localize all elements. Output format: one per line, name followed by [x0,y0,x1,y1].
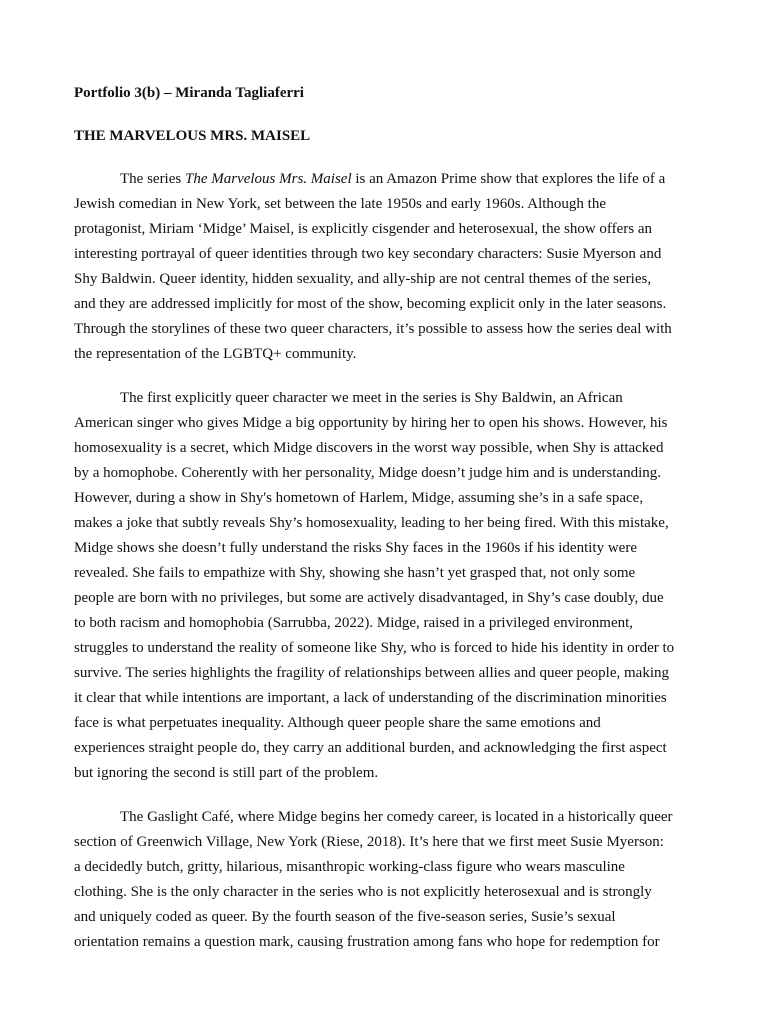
paragraph-line: to both racism and homophobia (Sarrubba, 2022). Midge, raised in a privileged environment, [74,615,634,631]
paragraph-3 [74,805,702,955]
document-title: THE MARVELOUS MRS. MAISEL [74,128,311,144]
text-run: is an Amazon Prime show that explores the life of a [351,171,666,187]
paragraph-line [74,167,702,192]
paragraph-line: interesting portrayal of queer identities through two key secondary characters: Susie Myerson and [74,246,662,262]
paragraph-1 [74,167,702,367]
paragraph-line: homosexuality is a secret, which Midge discovers in the worst way possible, when Shy is attacked [74,440,664,456]
paragraph-line: Jewish comedian in New York, set between the late 1950s and early 1960s. Although the [74,196,606,212]
paragraph-2 [74,386,702,786]
paragraph-line: section of Greenwich Village, New York (Riese, 2018). It’s here that we first meet Susie Myerson: [74,834,664,850]
paragraph-line: makes a joke that subtly reveals Shy’s homosexuality, leading to her being fired. With this mistake, [74,515,669,531]
paragraph-line: a decidedly butch, gritty, hilarious, misanthropic working-class figure who wears masculine [74,859,625,875]
paragraph-line: The Gaslight Café, where Midge begins her comedy career, is located in a historically queer [120,809,673,825]
paragraph-line: Midge shows she doesn’t fully understand the risks Shy faces in the 1960s if his identity were [74,540,637,556]
paragraph-line: However, during a show in Shy's hometown of Harlem, Midge, assuming she’s in a safe space, [74,490,644,506]
text-run: The series [120,171,185,187]
paragraph-line: and uniquely coded as queer. By the fourth season of the five-season series, Susie’s sexual [74,909,616,925]
paragraph-line: orientation remains a question mark, causing frustration among fans who hope for redemption for [74,934,660,950]
paragraph-line: the representation of the LGBTQ+ community. [74,346,357,362]
paragraph-line: Shy Baldwin. Queer identity, hidden sexuality, and ally-ship are not central themes of the series, [74,271,652,287]
paragraph-line: struggles to understand the reality of someone like Shy, who is forced to hide his identity in order to [74,640,675,656]
paragraph-line: face is what perpetuates inequality. Although queer people share the same emotions and [74,715,601,731]
paragraph-line: and they are addressed implicitly for most of the show, becoming explicit only in the later seasons. [74,296,667,312]
paragraph-line: by a homophobe. Coherently with her personality, Midge doesn’t judge him and is understanding. [74,465,661,481]
paragraph-line: revealed. She fails to empathize with Shy, showing she hasn’t yet grasped that, not only some [74,565,636,581]
paragraph-line: protagonist, Miriam ‘Midge’ Maisel, is explicitly cisgender and heterosexual, the show offers an [74,221,653,237]
paragraph-line: Through the storylines of these two queer characters, it’s possible to assess how the series deal with [74,321,672,337]
show-title-italic: The Marvelous Mrs. Maisel [184,171,352,187]
document-subtitle: Portfolio 3(b) – Miranda Tagliaferri [74,85,304,101]
paragraph-line: survive. The series highlights the fragility of relationships between allies and queer people, making [74,665,669,681]
paragraph-line: clothing. She is the only character in the series who is not explicitly heterosexual and is strongly [74,884,652,900]
paragraph-line: American singer who gives Midge a big opportunity by hiring her to open his shows. However, his [74,415,668,431]
paragraph-line: The first explicitly queer character we meet in the series is Shy Baldwin, an African [120,390,623,406]
paragraph-line: but ignoring the second is still part of the problem. [74,765,379,781]
paragraph-line: it clear that while intentions are important, a lack of understanding of the discrimination minorities [74,690,667,706]
paragraph-line: experiences straight people do, they carry an additional burden, and acknowledging the first aspect [74,740,667,756]
paragraph-line: people are born with no privileges, but some are actively disadvantaged, in Shy’s case doubly, due [74,590,664,606]
